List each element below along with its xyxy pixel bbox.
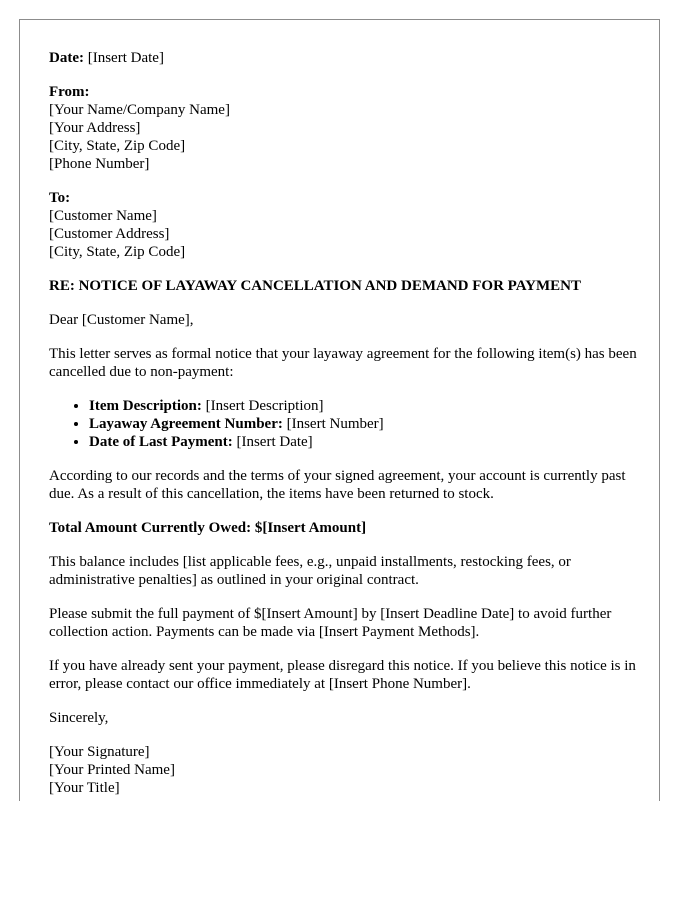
sender-city-state-zip: [City, State, Zip Code]	[49, 138, 186, 154]
recipient-name: [Customer Name]	[49, 208, 157, 224]
records-paragraph: According to our records and the terms of your signed agreement, your account is currently past due. As a result of this cancellation, the items have been returned to stock.	[49, 468, 626, 502]
signature-block	[49, 743, 639, 797]
total-owed: Total Amount Currently Owed: $[Insert Amount]	[49, 520, 367, 536]
sender-phone: [Phone Number]	[49, 156, 150, 172]
list-item	[89, 415, 639, 433]
printed-name: [Your Printed Name]	[49, 762, 175, 778]
signature: [Your Signature]	[49, 744, 150, 760]
subject-line: RE: NOTICE OF LAYAWAY CANCELLATION AND DEMAND FOR PAYMENT	[49, 278, 582, 294]
agreement-number-value: [Insert Number]	[286, 416, 384, 432]
sender-block	[49, 83, 639, 173]
letter-body	[49, 49, 639, 801]
sender-name: [Your Name/Company Name]	[49, 102, 230, 118]
item-details-list	[49, 397, 639, 451]
last-payment-label: Date of Last Payment:	[89, 434, 233, 450]
date-label: Date:	[49, 50, 84, 66]
date-line	[49, 49, 639, 67]
closing: Sincerely,	[49, 710, 109, 726]
intro-paragraph: This letter serves as formal notice that your layaway agreement for the following item(s) has been cancelled due to non-payment:	[49, 346, 637, 380]
recipient-label: To:	[49, 190, 71, 206]
recipient-block	[49, 189, 639, 261]
agreement-number-label: Layaway Agreement Number:	[89, 416, 283, 432]
disregard-paragraph: If you have already sent your payment, please disregard this notice. If you believe this notice is in error, please contact our office immediately at [Insert Phone Number].	[49, 658, 636, 692]
item-description-value: [Insert Description]	[205, 398, 324, 414]
letter-page	[19, 19, 660, 801]
recipient-address: [Customer Address]	[49, 226, 170, 242]
sender-address: [Your Address]	[49, 120, 141, 136]
date-value: [Insert Date]	[87, 50, 164, 66]
balance-paragraph: This balance includes [list applicable fees, e.g., unpaid installments, restocking fees, or administrative penalties] as outlined in your original contract.	[49, 554, 571, 588]
last-payment-value: [Insert Date]	[236, 434, 313, 450]
list-item	[89, 433, 639, 451]
item-description-label: Item Description:	[89, 398, 202, 414]
salutation: Dear [Customer Name],	[49, 312, 194, 328]
recipient-city-state-zip: [City, State, Zip Code]	[49, 244, 186, 260]
list-item	[89, 397, 639, 415]
payment-paragraph: Please submit the full payment of $[Insert Amount] by [Insert Deadline Date] to avoid further collection action. Payments can be made via [Insert Payment Methods].	[49, 606, 612, 640]
title: [Your Title]	[49, 780, 120, 796]
sender-label: From:	[49, 84, 90, 100]
